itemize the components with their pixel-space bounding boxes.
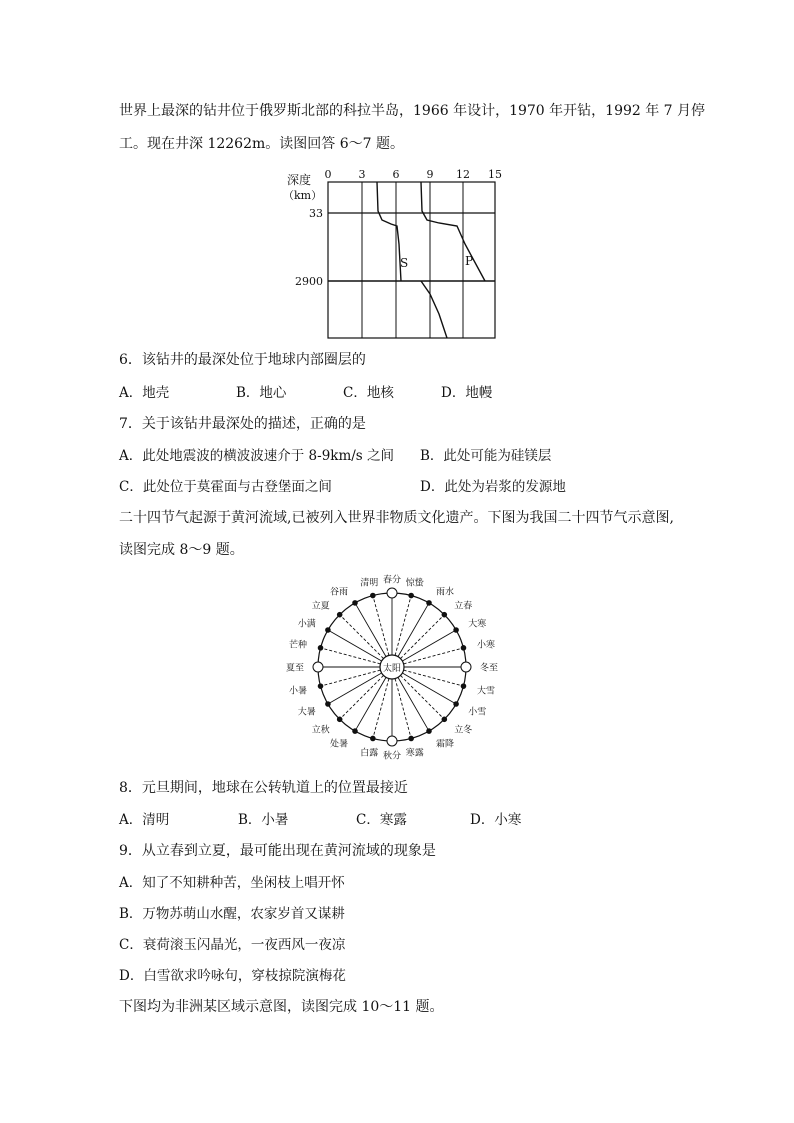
solar-term-label: 立冬 — [454, 725, 473, 736]
solar-term-label: 霜降 — [436, 739, 455, 750]
y-axis-label-depth: 深度 — [287, 173, 312, 187]
earth-position-dot — [337, 717, 342, 722]
earth-position-dot — [371, 736, 376, 741]
q9-option-c: C．衰荷滚玉闪晶光，一夜西风一夜凉 — [119, 937, 346, 953]
earth-position-dot — [337, 612, 342, 617]
q6-option-d: D．地幔 — [441, 385, 493, 401]
intro2-line2: 读图完成 8～9 题。 — [119, 542, 244, 558]
q9-option-b: B．万物苏萌山水醒，农家岁首又谋耕 — [119, 906, 345, 922]
x-tick-0: 0 — [324, 168, 332, 181]
solar-term-label: 大雪 — [477, 686, 496, 697]
earth-position-dot — [427, 601, 432, 606]
y-axis-label-unit: （km） — [283, 189, 323, 202]
q7-stem: 7．关于该钻井最深处的描述，正确的是 — [119, 416, 366, 432]
solar-term-label: 惊蛰 — [405, 578, 424, 589]
x-tick-6: 6 — [392, 168, 400, 181]
solar-term-label: 雨水 — [436, 587, 455, 598]
q7-option-a: A．此处地震波的横波波速介于 8-9km/s 之间 — [119, 448, 395, 464]
solar-term-label: 立秋 — [311, 725, 330, 736]
intro3-line1: 下图均为非洲某区域示意图，读图完成 10～11 题。 — [119, 999, 444, 1015]
q9-option-d: D．白雪欲求吟咏句，穿枝掠院演梅花 — [119, 968, 346, 984]
q7-option-c: C．此处位于莫霍面与古登堡面之间 — [119, 479, 332, 495]
spoke-line — [400, 615, 444, 659]
spoke-line — [400, 675, 444, 719]
x-tick-9: 9 — [426, 168, 434, 181]
solar-term-label: 寒露 — [405, 748, 424, 759]
x-tick-3: 3 — [358, 168, 366, 181]
earth-position-major — [313, 662, 323, 672]
q7-option-d: D．此处为岩浆的发源地 — [420, 479, 566, 495]
solar-term-label: 小寒 — [477, 640, 496, 651]
q8-option-c: C．寒露 — [356, 812, 407, 828]
solar-term-label: 小暑 — [288, 686, 307, 697]
x-tick-12: 12 — [456, 168, 470, 181]
solar-term-label: 芒种 — [288, 640, 307, 651]
q8-option-a: A．清明 — [119, 812, 170, 828]
solar-term-label: 立夏 — [311, 601, 330, 612]
solar-term-label: 冬至 — [480, 663, 499, 674]
spoke-line — [340, 675, 384, 719]
spoke-line — [404, 670, 464, 686]
spoke-line — [373, 679, 389, 739]
solar-term-label: 清明 — [360, 578, 379, 589]
earth-position-dot — [442, 612, 447, 617]
s-wave-curve — [377, 182, 401, 281]
earth-position-dot — [427, 729, 432, 734]
intro1-line1: 世界上最深的钻井位于俄罗斯北部的科拉半岛，1966 年设计，1970 年开钻，1992 年 7 月停 — [119, 103, 706, 119]
earth-position-dot — [318, 646, 323, 651]
q8-option-b: B．小暑 — [238, 812, 289, 828]
spoke-line — [340, 615, 384, 659]
earth-position-dot — [353, 729, 358, 734]
spoke-line — [321, 670, 381, 686]
solar-term-label: 谷雨 — [329, 587, 348, 598]
solar-term-label: 小满 — [297, 619, 316, 630]
solar-term-label: 秋分 — [382, 751, 402, 762]
spoke-line — [404, 648, 464, 664]
earth-position-dot — [353, 601, 358, 606]
solar-term-label: 夏至 — [285, 663, 304, 674]
s-wave-label: S — [400, 256, 409, 270]
earth-position-dot — [326, 628, 331, 633]
earth-position-dot — [454, 702, 459, 707]
q9-option-a: A．知了不知耕种苦，坐闲枝上唱开怀 — [119, 875, 345, 891]
earth-position-dot — [371, 593, 376, 598]
spoke-line — [395, 679, 411, 739]
q6-option-a: A．地壳 — [119, 385, 170, 401]
solar-term-label: 小雪 — [468, 707, 487, 718]
solar-term-label: 处暑 — [329, 739, 348, 750]
seismic-wave-figure — [279, 164, 539, 342]
solar-term-label: 立春 — [454, 601, 473, 612]
q6-option-b: B．地心 — [236, 385, 287, 401]
earth-position-dot — [442, 717, 447, 722]
earth-position-dot — [461, 684, 466, 689]
spoke-line — [395, 596, 411, 656]
depth-tick-2900: 2900 — [295, 275, 323, 288]
intro1-line2: 工。现在井深 12262m。读图回答 6～7 题。 — [119, 136, 404, 152]
intro2-line1: 二十四节气起源于黄河流域,已被列入世界非物质文化遗产。下图为我国二十四节气示意图, — [119, 510, 674, 526]
spoke-line — [321, 648, 381, 664]
q7-option-b: B．此处可能为硅镁层 — [420, 448, 552, 464]
q9-stem: 9．从立春到立夏，最可能出现在黄河流域的现象是 — [119, 843, 436, 859]
p-wave-label: P — [465, 254, 474, 268]
q8-stem: 8．元旦期间，地球在公转轨道上的位置最接近 — [119, 780, 408, 796]
sun-label: 太阳 — [382, 664, 402, 674]
x-tick-15: 15 — [488, 168, 502, 181]
solar-terms-figure — [282, 572, 502, 762]
earth-position-dot — [409, 593, 414, 598]
earth-position-dot — [461, 646, 466, 651]
p-wave-curve — [421, 182, 485, 281]
earth-position-major — [387, 736, 397, 746]
solar-term-label: 大寒 — [468, 619, 487, 630]
q8-option-d: D．小寒 — [470, 812, 522, 828]
spoke-line — [373, 596, 389, 656]
depth-tick-33: 33 — [309, 207, 323, 220]
p-wave-core-curve — [421, 281, 447, 338]
solar-term-label: 大暑 — [297, 707, 316, 718]
earth-position-major — [461, 662, 471, 672]
earth-position-dot — [409, 736, 414, 741]
earth-position-dot — [318, 684, 323, 689]
solar-term-label: 春分 — [382, 575, 402, 586]
q6-stem: 6．该钻井的最深处位于地球内部圈层的 — [119, 352, 366, 368]
q6-option-c: C．地核 — [343, 385, 394, 401]
earth-position-major — [387, 588, 397, 598]
earth-position-dot — [454, 628, 459, 633]
solar-term-label: 白露 — [360, 748, 379, 759]
earth-position-dot — [326, 702, 331, 707]
